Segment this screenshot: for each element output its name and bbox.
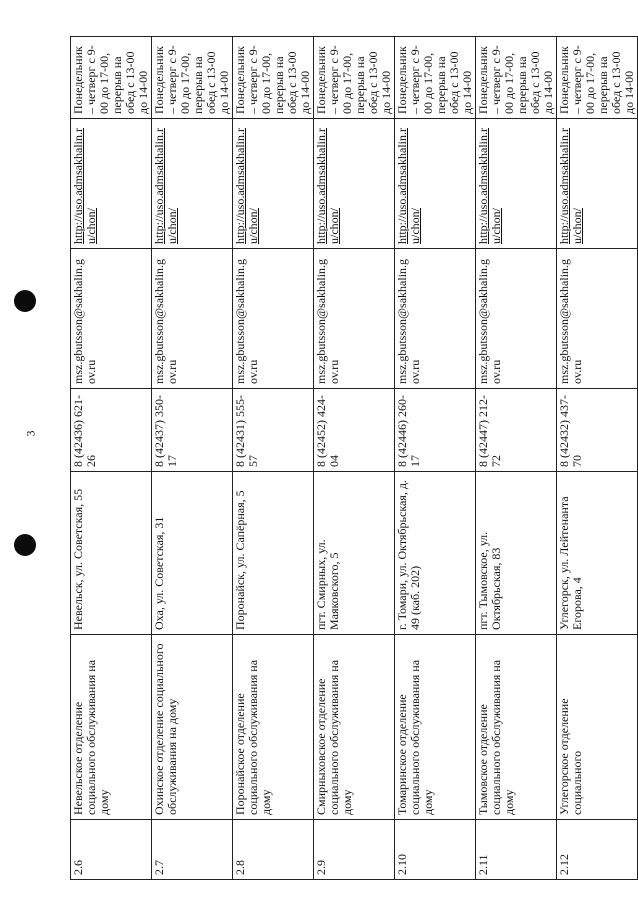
working-hours: Понедельник – четверг с 9-00 до 17-00, перерыв на обед с 13-00 до 14-00 (233, 37, 314, 119)
website-link[interactable]: http://uso.admsakhalin.ru/chon/ (233, 128, 260, 244)
row-number: 2.7 (152, 820, 233, 880)
phone: 8 (42437) 350-17 (152, 389, 233, 472)
phone: 8 (42447) 212-72 (476, 389, 557, 472)
phone: 8 (42452) 424-04 (314, 389, 395, 472)
table-row (557, 37, 638, 880)
department-name: Невельское отделение социального обслуживания на дому (71, 635, 152, 820)
table-row (395, 37, 476, 880)
phone: 8 (42432) 437-70 (557, 389, 638, 472)
department-name: Томаринское отделение социального обслуживания на дому (395, 635, 476, 820)
email: msz.gbutsson@sakhalin.gov.ru (476, 249, 557, 389)
address: г. Томари, ул. Октябрьская, д. 49 (каб. 202) (395, 472, 476, 635)
row-number: 2.10 (395, 820, 476, 880)
row-number: 2.11 (476, 820, 557, 880)
table-row (314, 37, 395, 880)
department-name: Тымовское отделение социального обслуживания на дому (476, 635, 557, 820)
email: msz.gbutsson@sakhalin.gov.ru (71, 249, 152, 389)
website-link[interactable]: http://uso.admsakhalin.ru/chon/ (314, 128, 341, 244)
table-row (152, 37, 233, 880)
row-number: 2.6 (71, 820, 152, 880)
working-hours: Понедельник – четверг с 9-00 до 17-00, перерыв на обед с 13-00 до 14-00 (152, 37, 233, 119)
working-hours: Понедельник – четверг с 9-00 до 17-00, перерыв на обед с 13-00 до 14-00 (557, 37, 638, 119)
email: msz.gbutsson@sakhalin.gov.ru (152, 249, 233, 389)
website-link[interactable]: http://uso.admsakhalin.ru/chon/ (476, 128, 503, 244)
website-link[interactable]: http://uso.admsakhalin.ru/chon/ (557, 128, 584, 244)
table-row (476, 37, 557, 880)
address: Углегорск, ул. Лейтенанта Егорова, 4 (557, 472, 638, 635)
phone: 8 (42431) 555-57 (233, 389, 314, 472)
table-row (71, 37, 152, 880)
address: Невельск, ул. Советская, 55 (71, 472, 152, 635)
email: msz.gbutsson@sakhalin.gov.ru (233, 249, 314, 389)
address: Оха, ул. Советская, 31 (152, 472, 233, 635)
punch-hole-top (14, 290, 36, 312)
service-offices-table (70, 36, 638, 880)
row-number: 2.8 (233, 820, 314, 880)
address: Поронайск, ул. Сапёрная, 5 (233, 472, 314, 635)
table-row (233, 37, 314, 880)
phone: 8 (42446) 260-17 (395, 389, 476, 472)
department-name: Охинское отделение социального обслуживания на дому (152, 635, 233, 820)
punch-hole-bottom (14, 534, 36, 556)
rotated-table-container (70, 37, 636, 880)
row-number: 2.12 (557, 820, 638, 880)
department-name: Поронайское отделение социального обслуживания на дому (233, 635, 314, 820)
address: пгт. Тымовское, ул. Октябрьская, 83 (476, 472, 557, 635)
department-name: Смирныховское отделение социального обслуживания на дому (314, 635, 395, 820)
page-number: 3 (23, 430, 38, 437)
working-hours: Понедельник – четверг с 9-00 до 17-00, перерыв на обед с 13-00 до 14-00 (71, 37, 152, 119)
department-name: Углегорское отделение социального (557, 635, 638, 820)
website-link[interactable]: http://uso.admsakhalin.ru/chon/ (152, 128, 179, 244)
email: msz.gbutsson@sakhalin.gov.ru (395, 249, 476, 389)
email: msz.gbutsson@sakhalin.gov.ru (314, 249, 395, 389)
working-hours: Понедельник – четверг с 9-00 до 17-00, перерыв на обед с 13-00 до 14-00 (314, 37, 395, 119)
address: пгт. Смирных, ул. Маяковского, 5 (314, 472, 395, 635)
working-hours: Понедельник – четверг с 9-00 до 17-00, перерыв на обед с 13-00 до 14-00 (395, 37, 476, 119)
phone: 8 (42436) 621-26 (71, 389, 152, 472)
website-link[interactable]: http://uso.admsakhalin.ru/chon/ (395, 128, 422, 244)
row-number: 2.9 (314, 820, 395, 880)
email: msz.gbutsson@sakhalin.gov.ru (557, 249, 638, 389)
working-hours: Понедельник – четверг с 9-00 до 17-00, перерыв на обед с 13-00 до 14-00 (476, 37, 557, 119)
website-link[interactable]: http://uso.admsakhalin.ru/chon/ (71, 128, 98, 244)
